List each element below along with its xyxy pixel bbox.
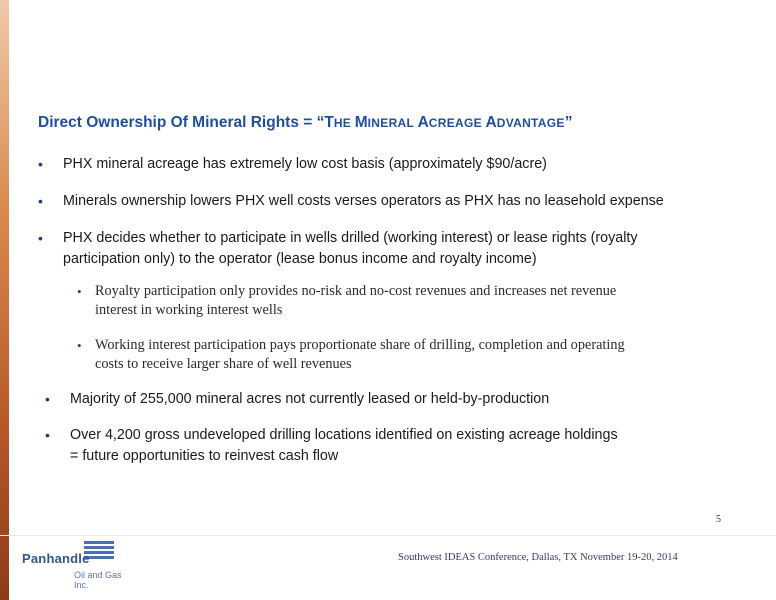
title-word-2-cap: M [354,114,368,131]
bullet-4 [45,389,760,410]
title-word-3-rest: CREAGE [428,116,486,130]
bullet-5-line-2: = future opportunities to reinvest cash flow [70,448,339,464]
company-logo [22,541,122,590]
logo-subname: Oil and Gas Inc. [74,570,122,590]
bullet-3-line-1: PHX decides whether to participate in wells drilled (working interest) or lease rights (royalty [63,230,638,246]
bullet-5-line-1: Over 4,200 gross undeveloped drilling locations identified on existing acreage holdings [70,427,618,443]
title-word-4-cap: A [485,114,497,131]
bullet-3-line-2: participation only) to the operator (lease bonus income and royalty income) [63,251,537,267]
bullet-dot: • [38,193,43,209]
title-word-2-rest: INERAL [367,116,418,130]
bullet-dot: • [45,391,50,407]
bullet-dot: • [45,427,50,443]
title-word-3-cap: A [417,114,429,131]
sub-bullet-dot: • [77,284,82,299]
bullet-dot: • [38,156,43,172]
bullet-2-text: Minerals ownership lowers PHX well costs verses operators as PHX has no leasehold expense [63,193,664,209]
sub-bullet-2-line-2: costs to receive larger share of well revenues [95,356,352,372]
slide-title [38,114,758,132]
logo-name: Panhandle [22,551,90,566]
sub-bullet-dot: • [77,338,82,353]
bullet-2 [38,191,763,212]
sub-bullet-2 [77,336,765,374]
footer-divider [0,535,776,536]
bullet-dot: • [38,230,43,246]
bullet-5 [45,425,760,467]
bullet-4-text: Majority of 255,000 mineral acres not currently leased or held-by-production [70,391,550,407]
bullet-3 [38,228,763,270]
title-main: Direct Ownership Of Mineral Rights = “ [38,114,325,131]
title-word-4-rest: DVANTAGE [496,116,565,130]
sub-bullet-2-line-1: Working interest participation pays proportionate share of drilling, completion and operating [95,337,625,353]
conference-footer: Southwest IDEAS Conference, Dallas, TX November 19-20, 2014 [398,552,678,563]
accent-bar [0,0,9,600]
title-close-quote: ” [564,114,573,131]
bullet-1 [38,154,763,175]
bullet-1-text: PHX mineral acreage has extremely low cost basis (approximately $90/acre) [63,156,547,172]
title-word-1-rest: HE [333,116,355,130]
sub-bullet-1-line-1: Royalty participation only provides no-risk and no-cost revenues and increases net revenue [95,283,617,299]
sub-bullet-1-line-2: interest in working interest wells [95,302,283,318]
sub-bullet-1 [77,282,755,320]
title-word-1-cap: T [324,114,334,131]
page-number: 5 [716,514,721,525]
